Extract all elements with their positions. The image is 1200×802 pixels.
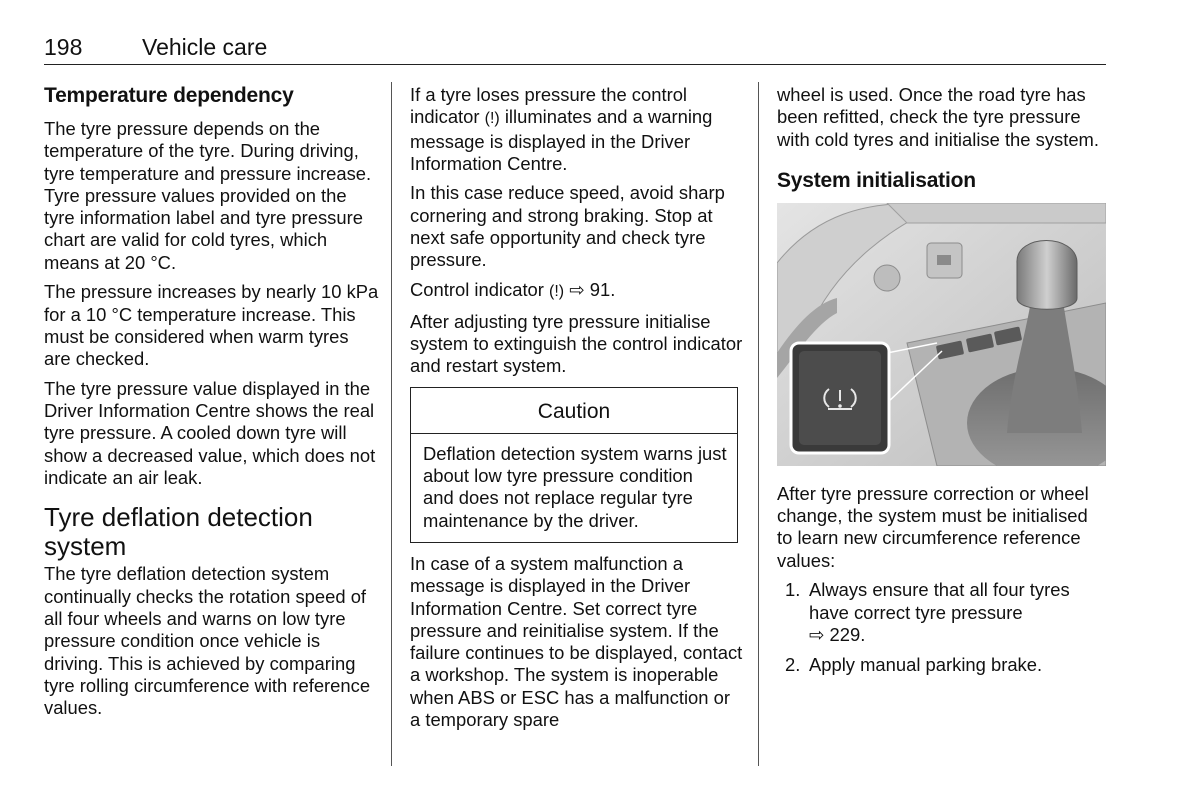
- step-text: Apply manual parking brake.: [809, 653, 1043, 675]
- list-item: [777, 654, 1107, 676]
- paragraph: [410, 279, 743, 303]
- section-title: Vehicle care: [142, 34, 268, 60]
- console-photo: [777, 203, 1106, 466]
- paragraph: [410, 84, 743, 175]
- caution-box: [410, 387, 738, 542]
- center-console-illustration: [777, 203, 1106, 466]
- paragraph: After tyre pressure correction or wheel change, the system must be initialised to learn new circumference reference values:: [777, 482, 1089, 571]
- text-run: 91.: [584, 278, 616, 300]
- tyre-pressure-warning-icon: (!): [549, 282, 565, 300]
- paragraph: wheel is used. Once the road tyre has been refitted, check the tyre pressure with cold tyres and initialise the system.: [777, 84, 1099, 150]
- column-left: [44, 84, 379, 727]
- paragraph: The pressure increases by nearly 10 kPa for a 10 °C temperature increase. This must be considered when warm tyres are checked.: [44, 281, 379, 370]
- column-right: [777, 84, 1107, 683]
- step-list: [777, 579, 1107, 675]
- step-text: 229.: [824, 623, 866, 645]
- paragraph: The tyre deflation detection system continually checks the rotation speed of all four wheels and warns on low tyre pressure condition once vehicle is driving. This is achieved by comparing tyre rolling circumference with reference values.: [44, 563, 371, 719]
- list-item: [777, 579, 1107, 646]
- heading-system-initialisation: System initialisation: [777, 168, 976, 192]
- paragraph: The tyre pressure depends on the temperature of the tyre. During driving, tyre temperature and pressure increase. Tyre pressure values provided on the tyre information label and tyre pressure chart are valid for cold tyres, which means at 20 °C.: [44, 118, 372, 273]
- paragraph: In case of a system malfunction a message is displayed in the Driver Information Centre. Set correct tyre pressure and reinitialise system. If the failure continues to be displayed, contact a workshop. The system is inoperable when ABS or ESC has a malfunction or a temporary spare: [410, 552, 743, 731]
- column-divider: [391, 82, 392, 766]
- page-reference-arrow-icon: ⇨: [809, 623, 825, 645]
- paragraph: In this case reduce speed, avoid sharp cornering and strong braking. Stop at next safe opportunity and check tyre pressure.: [410, 182, 725, 271]
- caution-title: Caution: [411, 388, 737, 433]
- page-number: 198: [44, 34, 83, 60]
- text-run: Control indicator: [410, 278, 550, 300]
- page-reference-arrow-icon: ⇨: [569, 278, 585, 300]
- tyre-pressure-warning-icon: (!): [484, 110, 500, 128]
- text-run: illuminates and a warning message is displayed in the Driver Information Centre.: [410, 106, 713, 174]
- step-text: Always ensure that all four tyres have correct tyre pressure: [809, 579, 1070, 623]
- paragraph: The tyre pressure value displayed in the Driver Information Centre shows the real tyre pressure. A cooled down tyre will show a decreased value, which does not indicate an air leak.: [44, 377, 376, 489]
- column-divider: [758, 82, 759, 766]
- caution-body: Deflation detection system warns just about low tyre pressure condition and does not replace regular tyre maintenance by the driver.: [423, 442, 727, 531]
- step-number: 1.: [785, 579, 801, 601]
- step-number: 2.: [785, 653, 801, 675]
- text-run: If a tyre loses pressure the control indicator: [410, 84, 688, 128]
- page-header: [44, 34, 1106, 65]
- heading-tyre-deflation-detection-system: Tyre deflation detection system: [44, 502, 313, 562]
- heading-temperature-dependency: Temperature dependency: [44, 84, 294, 107]
- column-middle: [410, 84, 743, 739]
- paragraph: After adjusting tyre pressure initialise system to extinguish the control indicator and restart system.: [410, 310, 743, 377]
